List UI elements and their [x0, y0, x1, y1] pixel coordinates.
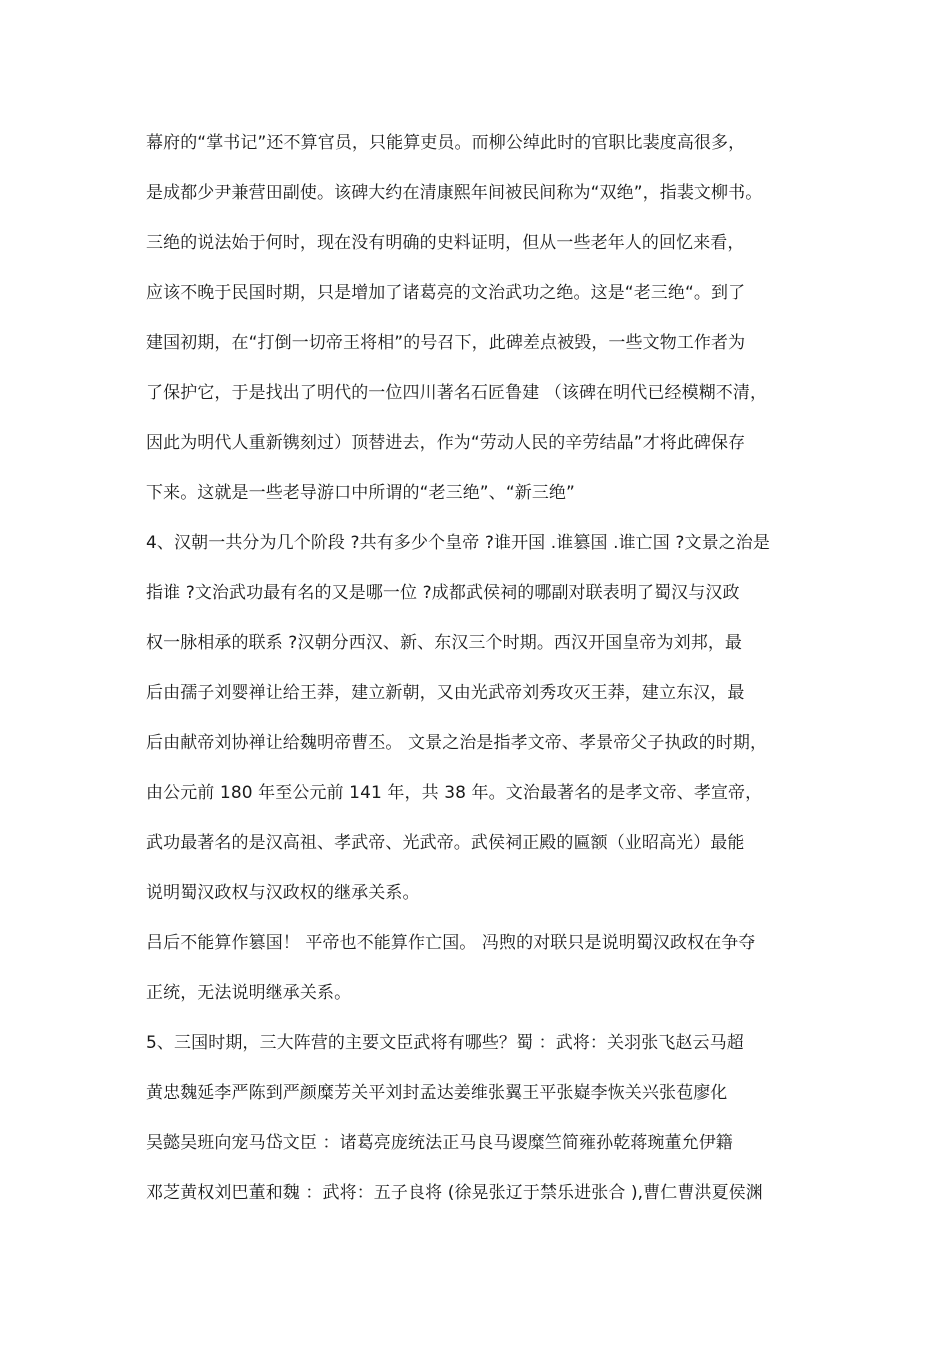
- text-line: 幕府的“掌书记”还不算官员，只能算吏员。而柳公绰此时的官职比裴度高很多，: [146, 133, 746, 153]
- text-line: 武功最著名的是汉高祖、孝武帝、光武帝。武侯祠正殿的匾额（业昭高光）最能: [146, 833, 745, 853]
- text-line: 说明蜀汉政权与汉政权的继承关系。: [146, 883, 420, 903]
- text-line: 后由孺子刘婴禅让给王莽，建立新朝，又由光武帝刘秀攻灭王莽，建立东汉，最: [146, 683, 745, 703]
- text-line: 正统，无法说明继承关系。: [146, 983, 352, 1003]
- text-line: 由公元前 180 年至公元前 141 年，共 38 年。文治最著名的是孝文帝、孝宣帝，: [146, 783, 763, 803]
- text-line: 吕后不能算作篡国！ 平帝也不能算作亡国。 冯煦的对联只是说明蜀汉政权在争夺: [146, 933, 756, 953]
- text-line: 了保护它，于是找出了明代的一位四川著名石匠鲁建 （该碑在明代已经模糊不清，: [146, 383, 768, 403]
- text-line: 后由献帝刘协禅让给魏明帝曹丕。 文景之治是指孝文帝、孝景帝父子执政的时期，: [146, 733, 768, 753]
- text-line: 因此为明代人重新镌刻过）顶替进去，作为“劳动人民的辛劳结晶”才将此碑保存: [146, 433, 746, 453]
- text-line: 权一脉相承的联系 ?汉朝分西汉、新、东汉三个时期。西汉开国皇帝为刘邦，最: [146, 633, 743, 653]
- text-line: 三绝的说法始于何时，现在没有明确的史料证明，但从一些老年人的回忆来看，: [146, 233, 745, 253]
- text-line: 下来。这就是一些老导游口中所谓的“老三绝”、“新三绝”: [146, 483, 575, 503]
- text-line: 应该不晚于民国时期，只是增加了诸葛亮的文治武功之绝。这是“老三绝“。到了: [146, 283, 746, 303]
- text-line: 5、三国时期，三大阵营的主要文臣武将有哪些？蜀 ：武将：关羽张飞赵云马超: [146, 1033, 744, 1053]
- text-line: 黄忠魏延李严陈到严颜糜芳关平刘封孟达姜维张翼王平张嶷李恢关兴张苞廖化: [146, 1083, 728, 1103]
- text-line: 4、汉朝一共分为几个阶段 ?共有多少个皇帝 ?谁开国 .谁篡国 .谁亡国 ?文景之治是: [146, 533, 771, 553]
- text-line: 邓芝黄权刘巴董和魏 ：武将：五子良将 (徐晃张辽于禁乐进张合 ),曹仁曹洪夏侯渊: [146, 1183, 763, 1203]
- text-line: 指谁 ?文治武功最有名的又是哪一位 ?成都武侯祠的哪副对联表明了蜀汉与汉政: [146, 583, 740, 603]
- text-line: 是成都少尹兼营田副使。该碑大约在清康熙年间被民间称为“双绝”，指裴文柳书。: [146, 183, 763, 203]
- text-line: 建国初期，在“打倒一切帝王将相”的号召下，此碑差点被毁，一些文物工作者为: [146, 333, 746, 353]
- text-line: 吴懿吴班向宠马岱文臣 ：诸葛亮庞统法正马良马谡糜竺简雍孙乾蒋琬董允伊籍: [146, 1133, 733, 1153]
